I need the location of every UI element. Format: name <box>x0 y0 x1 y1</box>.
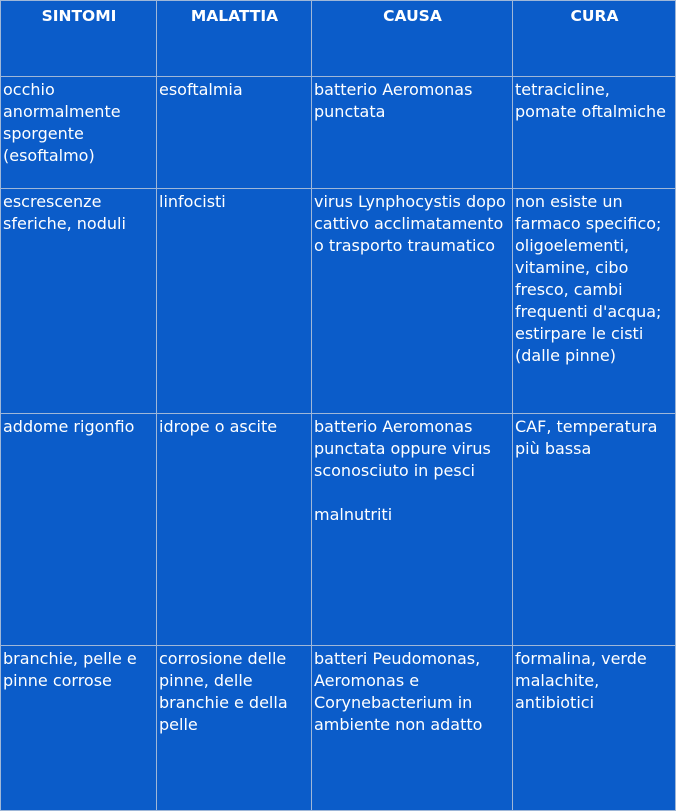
cell-sintomi: branchie, pelle e pinne corrose <box>1 645 157 810</box>
header-causa: CAUSA <box>312 1 513 77</box>
cell-malattia: esoftalmia <box>157 77 312 189</box>
cell-causa: virus Lynphocystis dopo cattivo acclimatamento o trasporto traumatico <box>312 188 513 413</box>
header-sintomi: SINTOMI <box>1 1 157 77</box>
cell-malattia: idrope o ascite <box>157 414 312 645</box>
table-row <box>1 188 676 413</box>
cell-cura: formalina, verde malachite, antibiotici <box>513 645 676 810</box>
cell-causa: batterio Aeromonas punctata <box>312 77 513 189</box>
cell-cura: CAF, temperatura più bassa <box>513 414 676 645</box>
header-malattia: MALATTIA <box>157 1 312 77</box>
cell-sintomi: escrescenze sferiche, noduli <box>1 188 157 413</box>
cell-cura: non esiste un farmaco specifico; oligoelementi, vitamine, cibo fresco, cambi frequenti d'acqua; estirpare le cisti (dalle pinne) <box>513 188 676 413</box>
table-row <box>1 77 676 189</box>
cell-sintomi: addome rigonfio <box>1 414 157 645</box>
cell-causa: batterio Aeromonas punctata oppure virus sconosciuto in pesci malnutriti <box>312 414 513 645</box>
header-row <box>1 1 676 77</box>
table-row <box>1 414 676 645</box>
cell-malattia: linfocisti <box>157 188 312 413</box>
cell-causa: batteri Peudomonas, Aeromonas e Corynebacterium in ambiente non adatto <box>312 645 513 810</box>
cell-malattia: corrosione delle pinne, delle branchie e della pelle <box>157 645 312 810</box>
cell-cura: tetracicline, pomate oftalmiche <box>513 77 676 189</box>
cell-sintomi: occhio anormalmente sporgente (esoftalmo) <box>1 77 157 189</box>
table-row <box>1 645 676 810</box>
header-cura: CURA <box>513 1 676 77</box>
